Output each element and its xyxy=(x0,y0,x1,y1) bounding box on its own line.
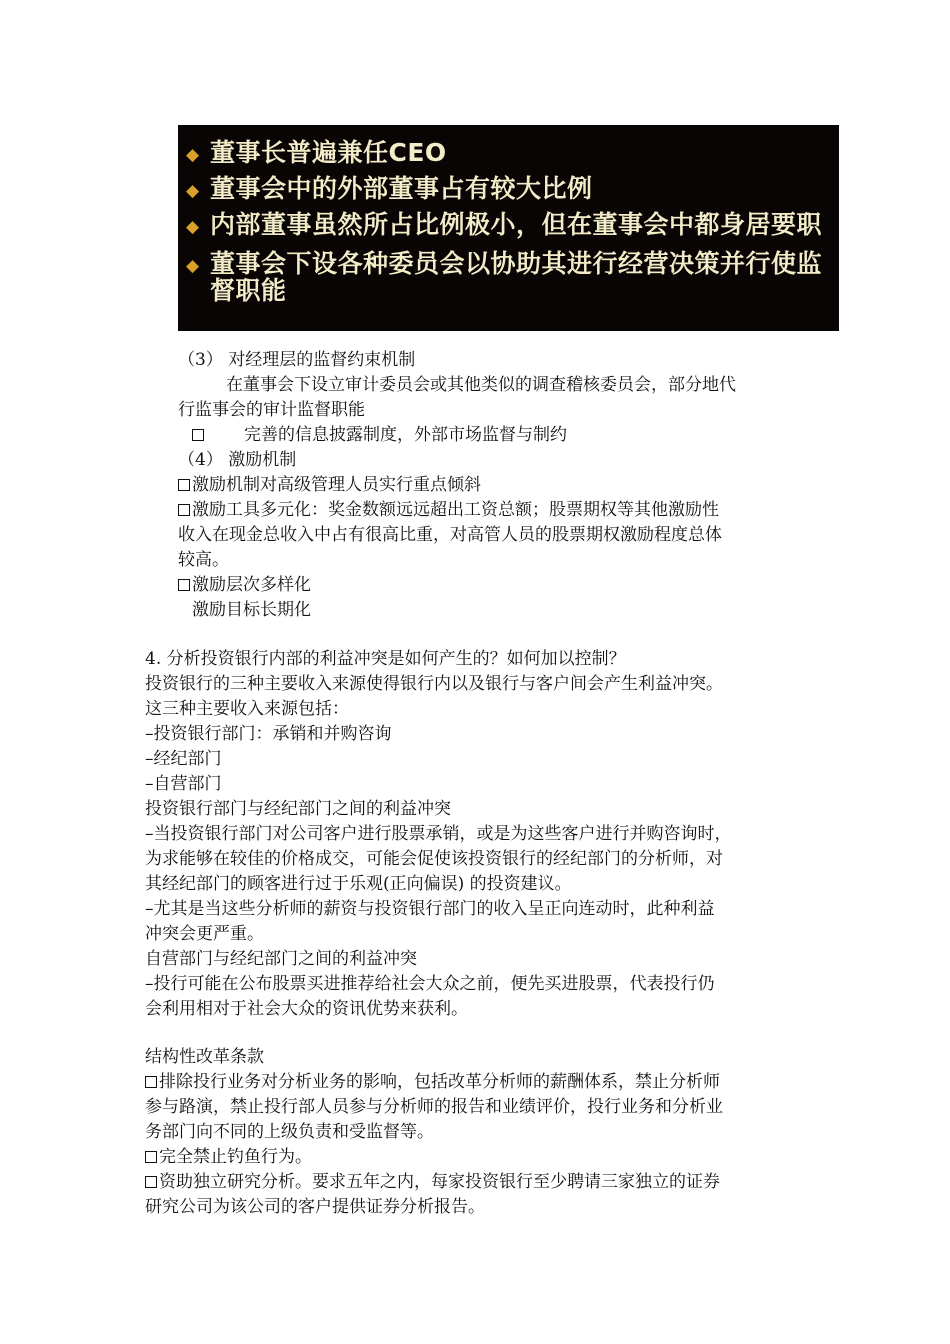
section4-item: 激励层次多样化 xyxy=(178,573,736,598)
question4-line: –自营部门 xyxy=(145,774,222,794)
section4-item-continuation: 收入在现金总收入中占有很高比重，对高管人员的股票期权激励程度总体 xyxy=(178,525,722,545)
question4-line: 为求能够在较佳的价格成交，可能会促使该投资银行的经纪部门的分析师，对 xyxy=(145,849,723,869)
question4-line: –当投资银行部门对公司客户进行股票承销，或是为这些客户进行并购咨询时， xyxy=(145,824,732,844)
question4-line: –经纪部门 xyxy=(145,749,222,769)
question4-line: –投行可能在公布股票买进推荐给社会大众之前，便先买进股票，代表投行仍 xyxy=(145,974,715,994)
section4-item: 激励目标长期化 xyxy=(192,600,311,620)
checkbox-square-icon xyxy=(178,479,190,491)
reform-item: 排除投行业务对分析业务的影响，包括改革分析师的薪酬体系，禁止分析师 xyxy=(145,1070,723,1095)
checkbox-square-icon xyxy=(192,429,204,441)
question4-line: 自营部门与经纪部门之间的利益冲突 xyxy=(145,949,417,969)
question4-line: 冲突会更严重。 xyxy=(145,924,264,944)
section3-box-item: 完善的信息披露制度，外部市场监督与制约 xyxy=(178,423,736,448)
section3-heading: （3） 对经理层的监督约束机制 xyxy=(178,350,416,370)
slide-image xyxy=(178,125,839,331)
slide-bullet: ◆ 内部董事虽然所占比例极小，但在董事会中都身居要职 xyxy=(186,211,829,242)
section3-paragraph-line: 行监事会的审计监督职能 xyxy=(178,400,365,420)
reform-item-continuation: 务部门向不同的上级负责和受监督等。 xyxy=(145,1122,434,1142)
section4-item: 激励机制对高级管理人员实行重点倾斜 xyxy=(178,473,736,498)
question4-line: 这三种主要收入来源包括： xyxy=(145,699,349,719)
diamond-bullet-icon: ◆ xyxy=(186,145,200,165)
slide-bullet: ◆ 董事会中的外部董事占有较大比例 xyxy=(186,175,829,206)
diamond-bullet-icon: ◆ xyxy=(186,217,200,237)
slide-bullet: ◆ 董事长普遍兼任CEO xyxy=(186,139,829,170)
checkbox-square-icon xyxy=(145,1076,157,1088)
question4-line: –尤其是当这些分析师的薪资与投资银行部门的收入呈正向连动时，此种利益 xyxy=(145,899,715,919)
section-governance xyxy=(178,348,736,623)
slide-bullet: ◆ 董事会下设各种委员会以协助其进行经营决策并行使监督职能 xyxy=(186,249,823,305)
question4-heading: 4. 分析投资银行内部的利益冲突是如何产生的？如何加以控制？ xyxy=(145,649,626,669)
question4-line: 投资银行的三种主要收入来源使得银行内以及银行与客户间会产生利益冲突。 xyxy=(145,674,723,694)
diamond-bullet-icon: ◆ xyxy=(186,256,200,276)
reform-item-continuation: 参与路演，禁止投行部人员参与分析师的报告和业绩评价，投行业务和分析业 xyxy=(145,1097,723,1117)
checkbox-square-icon xyxy=(145,1176,157,1188)
section4-heading: （4） 激励机制 xyxy=(178,450,297,470)
question4-line: –投资银行部门：承销和并购咨询 xyxy=(145,724,392,744)
reform-heading: 结构性改革条款 xyxy=(145,1047,264,1067)
checkbox-square-icon xyxy=(178,504,190,516)
section3-paragraph-line: 在董事会下设立审计委员会或其他类似的调查稽核委员会，部分地代 xyxy=(226,375,736,395)
reform-item: 资助独立研究分析。要求五年之内，每家投资银行至少聘请三家独立的证券 xyxy=(145,1170,723,1195)
reform-item-continuation: 研究公司为该公司的客户提供证券分析报告。 xyxy=(145,1197,485,1217)
reform-item: 完全禁止钓鱼行为。 xyxy=(145,1145,723,1170)
reform-section xyxy=(145,1045,723,1220)
diamond-bullet-icon: ◆ xyxy=(186,181,200,201)
section4-item: 激励工具多元化：奖金数额远远超出工资总额；股票期权等其他激励性 xyxy=(178,498,736,523)
question4-line: 其经纪部门的顾客进行过于乐观(正向偏误) 的投资建议。 xyxy=(145,874,572,894)
checkbox-square-icon xyxy=(178,579,190,591)
question4-line: 投资银行部门与经纪部门之间的利益冲突 xyxy=(145,799,451,819)
section4-item-continuation: 较高。 xyxy=(178,550,229,570)
question4-section xyxy=(145,647,732,1022)
checkbox-square-icon xyxy=(145,1151,157,1163)
question4-line: 会利用相对于社会大众的资讯优势来获利。 xyxy=(145,999,468,1019)
